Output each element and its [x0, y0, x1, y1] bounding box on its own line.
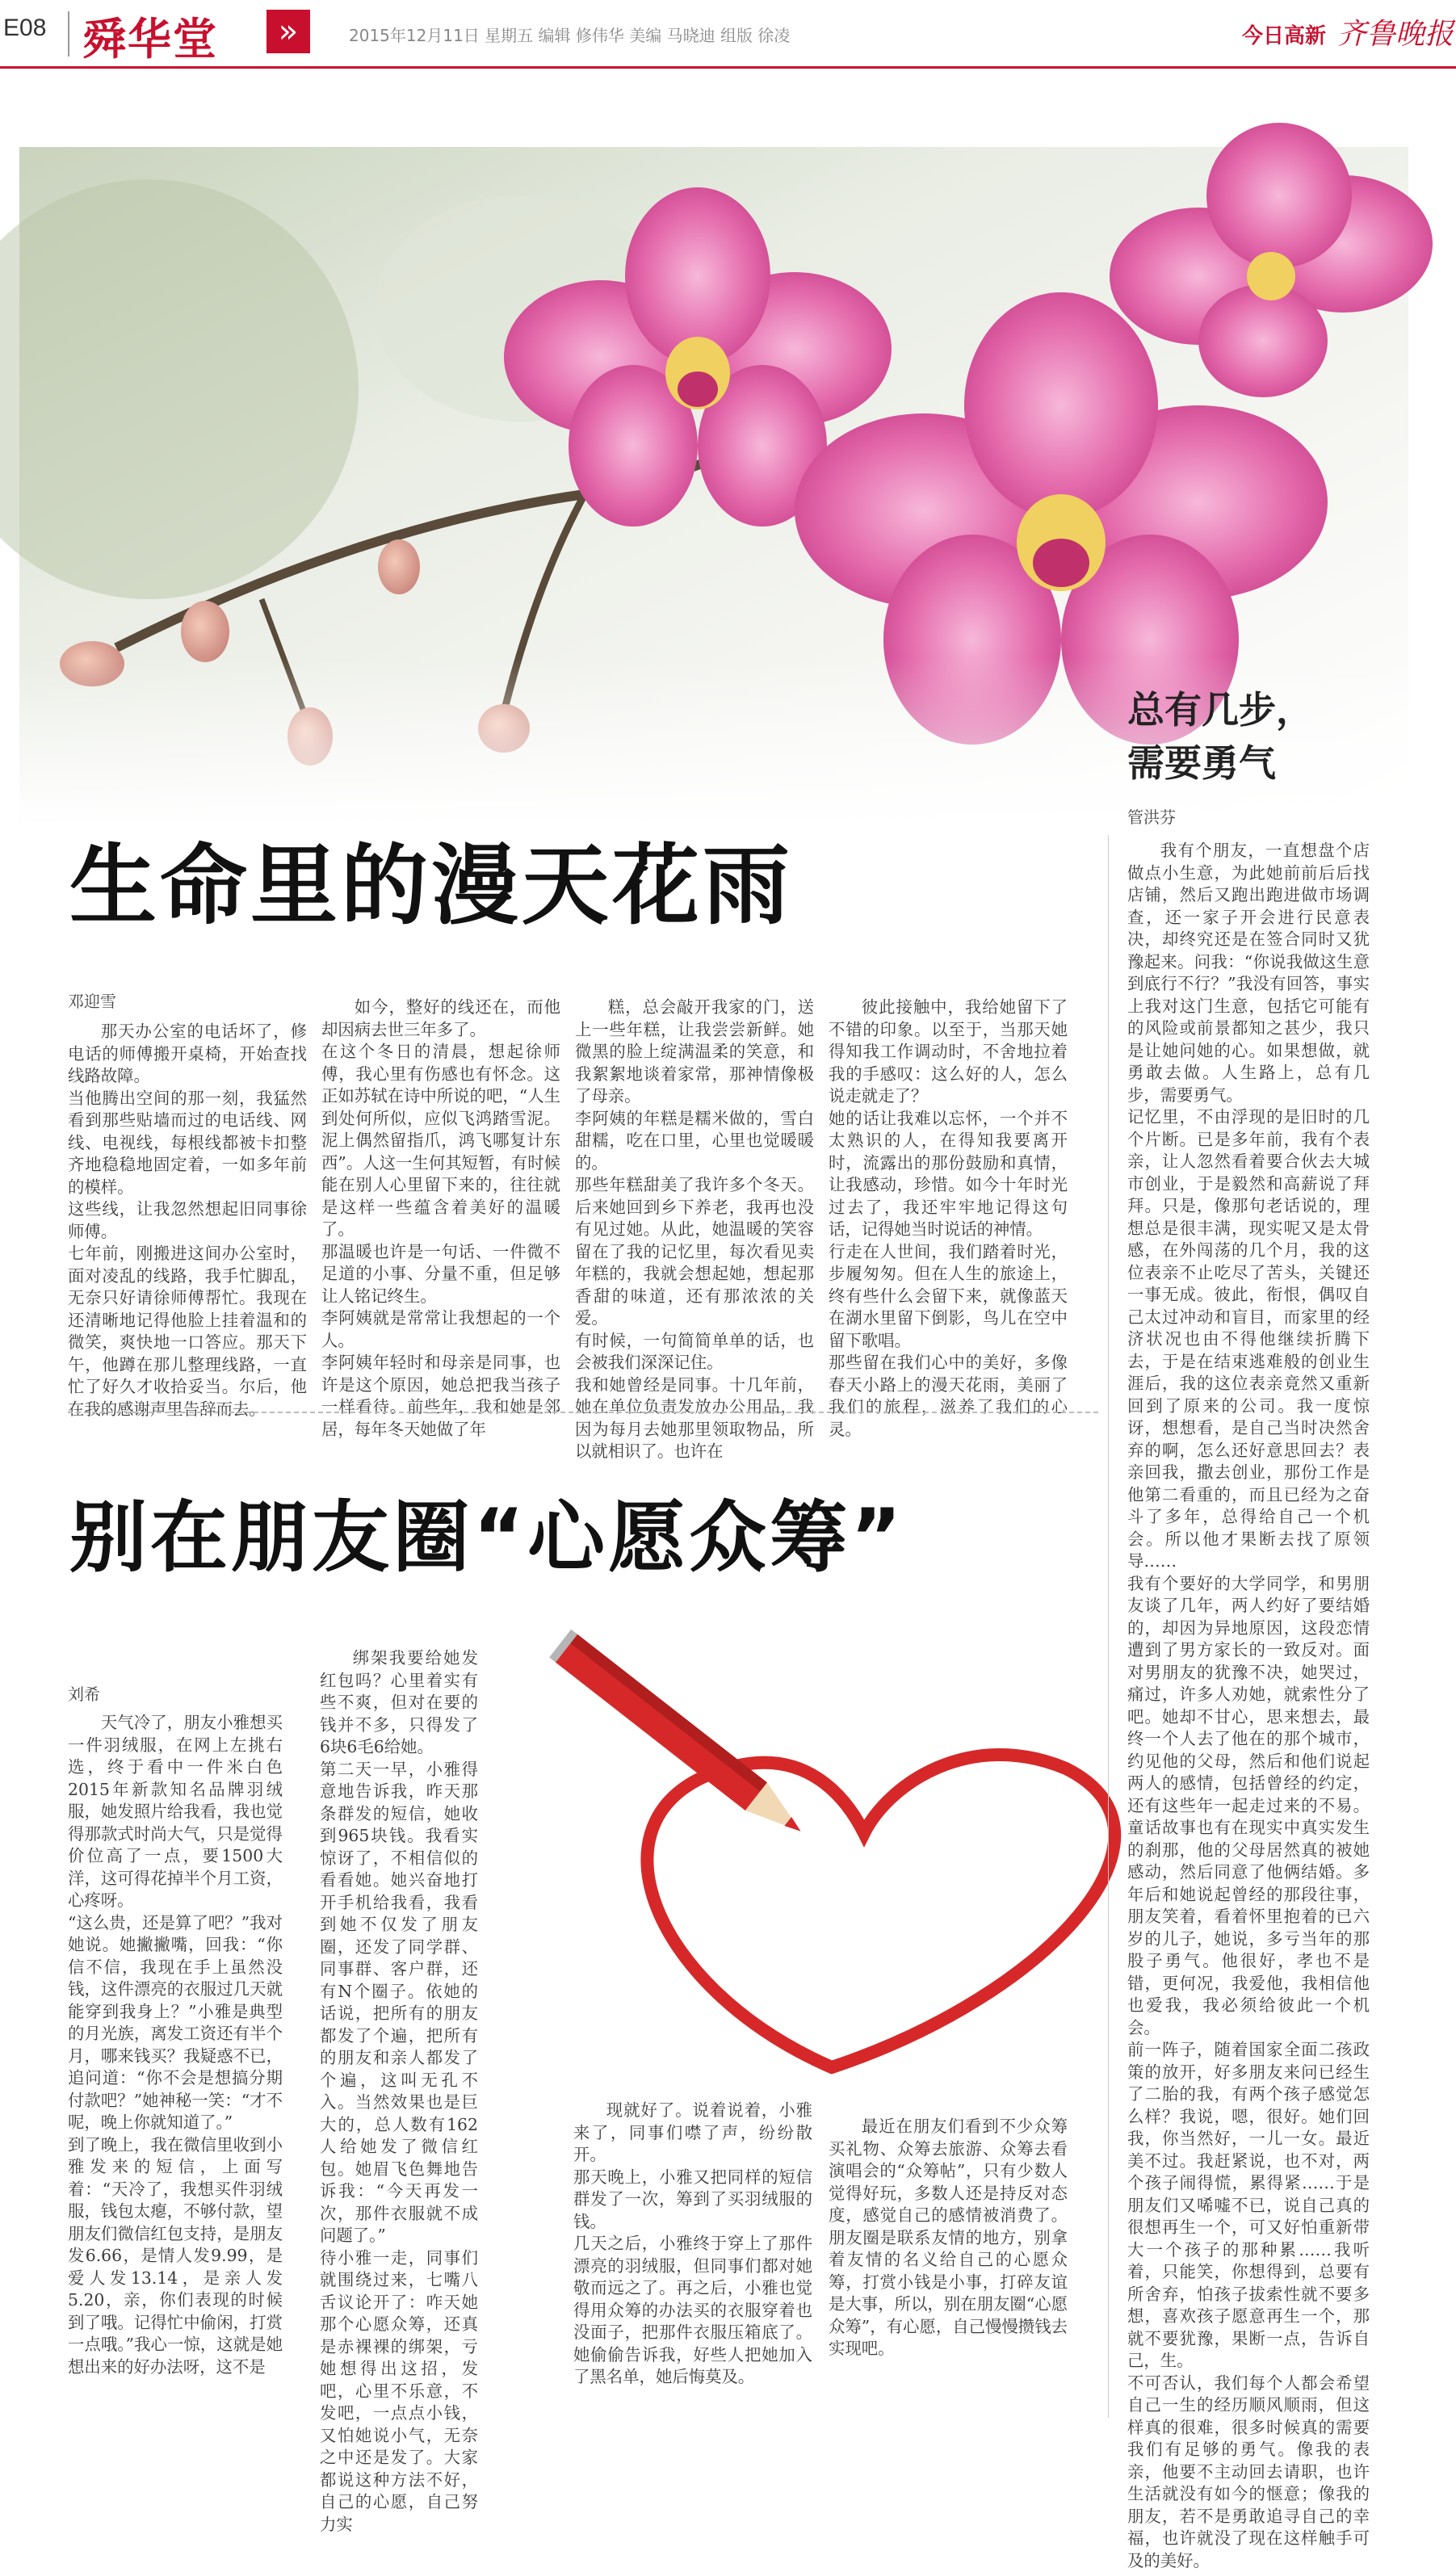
- article-3-column: [1127, 840, 1370, 2570]
- header-divider: [68, 11, 69, 57]
- article-1-text-3: 糕，总会敲开我家的门，送上一些年糕，让我尝尝新鲜。她微黑的脸上绽满温柔的笑意，和我絮絮地谈着家常，那神情像极了母亲。 李阿姨的年糕是糯米做的，雪白甜糯，吃在口里，心里也觉暖暖的。 那些年糕甜美了我许多个冬天。后来她回到乡下养老，我再也没有见过她。从此，她温暖的笑容留在了我的记忆里，每次看见卖年糕的，我就会想起她，想起那香甜的味道，还有那浓浓的关爱。 有时候，一句简简单单的话，也会被我们深深记住。 我和她曾经是同事。十几年前，她在单位负责发放办公用品，我因为每月去她那里领取物品，所以就相识了。也许在: [575, 997, 814, 1461]
- article-3-text: 我有个朋友，一直想盘个店做点小生意，为此她前前后后找店铺，然后又跑出跑进做市场调查，还一家子开会进行民意表决，却终究还是在签合同时又犹豫起来。问我：“你说我做这生意到底行不行？”我没有回答，事实上我对这门生意，包括它可能有的风险或前景都知之甚少，我只是让她问她的心。如果想做，就勇敢去做。人生路上，总有几步，需要勇气。 记忆里，不由浮现的是旧时的几个片断。已是多年前，我有个表亲，让人忽然看着要合伙去大城市创业，于是毅然和高薪说了拜拜。只是，像那句老话说的，理想总是很丰满，现实呢又是太骨感，在外闯荡的几个月，我的这位表亲不止吃尽了苦头，关键还一事无成。彼此，衔恨，偶叹自己太过冲动和盲目，而家里的经济状况也由不得他继续折腾下去，于是在结束逃难般的创业生涯后，我的这位表亲竟然又重新回到了原来的公司。我一度惊讶，想想看，是自己当时决然舍弃的啊，怎么还好意思回去？表亲回我，撒去创业，那份工作是他第二看重的，而且已经为之奋斗了多年，总得给自己一个机会。所以他才果断去找了原领导…… 我有个要好的大学同学，和男朋友谈了几年，两人约好了要结婚的，却因为异地原因，这段恋情遭到了男方家长的一致反对。面对男朋友的犹豫不决，她哭过，痛过，许多人劝她，就索性分了吧。她却不甘心，思来想去，最终一个人去了他在的那个城市，约见他的父母，然后和他们说起两人的感情，包括曾经的约定，还有这些年一起走过来的不易。童话故事也有在现实中真实发生的刹那，他的父母居然真的被她感动，然后同意了他俩结婚。多年后和她说起曾经的那段往事，朋友笑着，看着怀里抱着的已六岁的儿子，她说，多亏当年的那股子勇气。他很好，孝也不是错，更何况，我爱他，我相信他也爱我，我必须给彼此一个机会。 前一阵子，随着国家全面二孩政策的放开，好多朋友来问已经生了二胎的我，有两个孩子感觉怎么样？我说，嗯，很好。她们回我，你当然好，一儿一女。最近美不过。我赶紧说，也不对，两个孩子闹得慌，累得紧……于是朋友们又唏嘘不已，说自己真的很想再生一个，可又好怕重新带大一个孩子的那种累……我听着，只能笑，你想得到，总要有所舍弃，怕孩子拔索性就不要多想，喜欢孩子愿意再生一个，那就不要犹豫，果断一点，告诉自己，生。 不可否认，我们每个人都会希望自己一生的经历顺风顺雨，但这样真的很难，很多时候真的需要我们有足够的勇气。像我的表亲，他要不主动回去请职，也许生活就没有如今的惬意；像我的朋友，若不是勇敢追寻自己的幸福，也许就没了现在这样触手可及的美好。: [1127, 841, 1370, 2570]
- pencil-heart-illustration: [485, 1647, 1211, 2100]
- section-name: 舜华堂: [82, 14, 218, 65]
- article-1-column-3: [575, 996, 814, 1461]
- today-label: 今日高新: [1242, 24, 1327, 48]
- article-2-author: 刘希: [68, 1685, 100, 1704]
- side-title-line-2: 需要勇气: [1127, 741, 1276, 785]
- article-2-column-1: [68, 1712, 283, 2415]
- issue-meta: 2015年12月11日 星期五 编辑 修伟华 美编 马晓迪 组版 徐凌: [349, 26, 791, 45]
- article-1-column-1: [68, 1021, 307, 1419]
- article-2-text-3: 现就好了。说着说着，小雅来了，同事们噤了声，纷纷散开。 那天晚上，小雅又把同样的短信群发了一次，筹到了买羽绒服的钱。 几天之后，小雅终于穿上了那件漂亮的羽绒服，但同事们都对她敬而远之了。再之后，小雅也觉得用众筹的办法买的衣服穿着也没面子，把那件衣服压箱底了。她偷偷告诉我，好些人把她加入了黑名单，她后悔莫及。: [573, 2100, 812, 2386]
- article-1-author: 邓迎雪: [68, 992, 116, 1011]
- article-2-text-4: 最近在朋友们看到不少众筹买礼物、众筹去旅游、众筹去看演唱会的“众筹帖”，只有少数人觉得好玩，多数人还是持反对态度，感觉自己的感情被消费了。朋友圈是联系友情的地方，别拿着友情的名义给自己的心愿众筹，打赏小钱是小事，打碎友谊是大事，所以，别在朋友圈“心愿众筹”，有心愿，自己慢慢攒钱去实现吧。: [829, 2117, 1068, 2358]
- side-title-line-1: 总有几步，: [1127, 688, 1313, 732]
- article-1-title: 生命里的漫天花雨: [69, 836, 794, 937]
- article-2-column-2: [320, 1647, 478, 2534]
- section-arrow-icon: »: [266, 10, 310, 53]
- article-2-column-4: [829, 2116, 1068, 2415]
- article-1-text-1: 那天办公室的电话坏了，修电话的师傅搬开桌椅，开始查找线路故障。 当他腾出空间的那一刻，我猛然看到那些贴墙而过的电话线、网线、电视线，每根线都被卡扣整齐地稳稳地固定着，一如多年前的模样。 这些线，让我忽然想起旧同事徐师傅。 七年前，刚搬进这间办公室时，面对凌乱的线路，我手忙脚乱，无奈只好请徐师傅帮忙。我现在还清晰地记得他脸上挂着温和的微笑，爽快地一口答应。那天下午，他蹲在那儿整理线路，一直忙了好久才收拾妥当。尔后，他在我的感谢声里告辞而去。: [68, 1022, 307, 1419]
- article-1-text-4: 彼此接触中，我给她留下了不错的印象。以至于，当那天她得知我工作调动时，不舍地拉着我的手感叹：这么好的人，怎么说走就走了？ 她的话让我难以忘怀，一个并不太熟识的人，在得知我要离开时，流露出的那份鼓励和真情，让我感动，珍惜。如今十年时光过去了，我还牢牢地记得这句话，记得她当时说话的神情。 行走在人世间，我们踏着时光，步履匆匆。但在人生的旅途上，终有些什么会留下来，就像蓝天在湖水里留下倒影，鸟儿在空中留下歌唱。 那些留在我们心中的美好，多像春天小路上的漫天花雨，美丽了我们的旅程，滋养了我们的心灵。: [829, 997, 1068, 1439]
- side-article-author: 管洪芬: [1127, 808, 1176, 827]
- article-2-text-1: 天气冷了，朋友小雅想买一件羽绒服，在网上左挑右选，终于看中一件米白色2015年新款知名品牌羽绒服，她发照片给我看，我也觉得那款式时尚大气，只是觉得价位高了一点，要1500大洋，这可得花掉半个月工资，心疼呀。 “这么贵，还是算了吧？”我对她说。她撇撇嘴，回我：“你信不信，我现在手上虽然没钱，这件漂亮的衣服过几天就能穿到我身上？”小雅是典型的月光族，离发工资还有半个月，哪来钱买？我疑惑不已，追问道：“你不会是想搞分期付款吧？”她神秘一笑：“才不呢，晚上你就知道了。” 到了晚上，我在微信里收到小雅发来的短信，上面写着：“天冷了，我想买件羽绒服，钱包太瘪，不够付款，望朋友们微信红包支持，是朋友发6.66，是情人发9.99，是爱人发13.14，是亲人发5.20，亲，你们表现的时候到了哦。记得忙中偷闲，打赏一点哦。”我心一惊，这就是她想出来的好办法呀，这不是: [68, 1713, 283, 2377]
- masthead-logo: 齐鲁晚报: [1337, 18, 1454, 51]
- page-number: E08: [3, 15, 47, 41]
- article-1-column-2: [321, 996, 560, 1439]
- side-article-title: [1127, 683, 1370, 790]
- article-2-text-2: 绑架我要给她发红包吗？心里着实有些不爽，但对在要的钱并不多，只得发了6块6毛6给她。 第二天一早，小雅得意地告诉我，昨天那条群发的短信，她收到965块钱。我看实惊讶了，不相信似的看看她。她兴奋地打开手机给我看，我看到她不仅发了朋友圈，还发了同学群、同事群、客户群，还有N个圈子。依她的话说，把所有的朋友都发了个遍，把所有的朋友和亲人都发了个遍，这叫无孔不入。当然效果也是巨大的，总人数有162人给她发了微信红包。她眉飞色舞地告诉我：“今天再发一次，那件衣服就不成问题了。” 待小雅一走，同事们就围绕过来，七嘴八舌议论开了：咋天她那个心愿众筹，还真是赤裸裸的绑架，亏她想得出这招，发吧，心里不乐意，不发吧，一点点小钱，又怕她说小气，无奈之中还是发了。大家都说这种方法不好，自己的心愿，自己努力实: [320, 1648, 478, 2534]
- article-separator: [68, 1412, 1098, 1413]
- article-2-column-3: [573, 2100, 812, 2415]
- column-divider: [1108, 835, 1109, 2418]
- article-2-title: 别在朋友圈“心愿众筹”: [69, 1492, 905, 1583]
- header-rule: [0, 66, 1456, 69]
- article-1-text-2: 如今，整好的线还在，而他却因病去世三年多了。 在这个冬日的清晨，想起徐师傅，我心里有伤感也有怀念。这正如苏轼在诗中所说的吧，“人生到处何所似，应似飞鸿踏雪泥。泥上偶然留指爪，鸿飞哪复计东西”。人这一生何其短暂，有时候能在别人心里留下来的，往往就是这样一些蕴含着美好的温暖了。 那温暖也许是一句话、一件微不足道的小事、分量不重，但足够让人铭记终生。 李阿姨就是常常让我想起的一个人。 李阿姨年轻时和母亲是同事，也许是这个原因，她总把我当孩子一样看待。前些年，我和她是邻居，每年冬天她做了年: [321, 997, 560, 1439]
- article-1-column-4: [829, 996, 1068, 1439]
